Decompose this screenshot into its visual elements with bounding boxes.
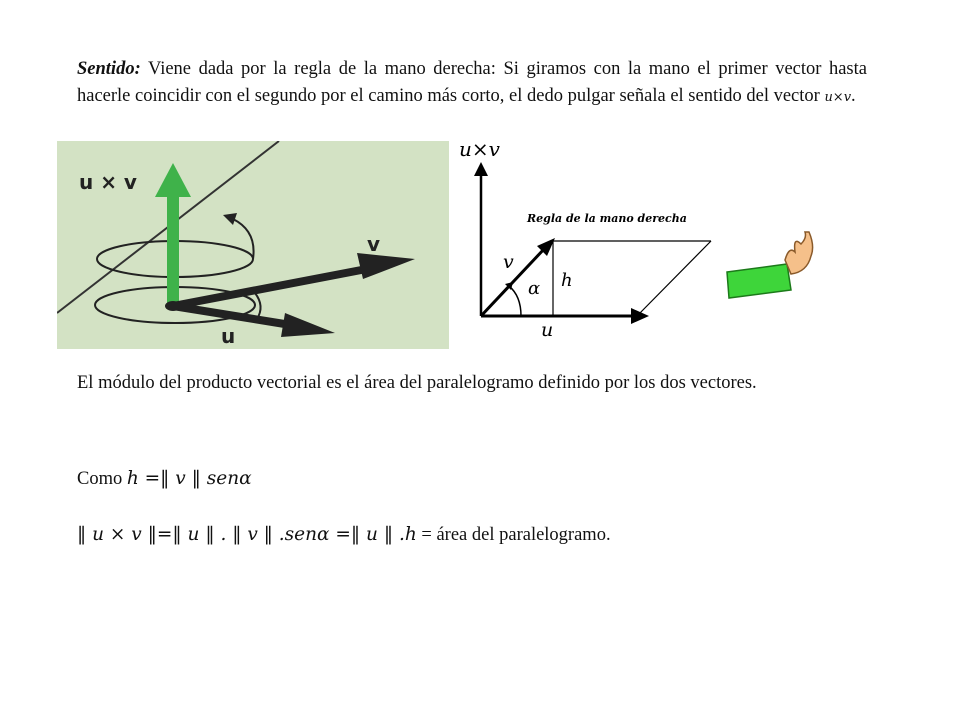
right-hand-rule-caption: Regla de la mano derecha: [527, 212, 687, 225]
v-label: v: [367, 232, 381, 256]
uxv-label: u × v: [79, 170, 137, 194]
h-label: h: [561, 270, 573, 291]
hand-thumb-up: [785, 232, 813, 274]
area-suffix: = área del paralelogramo.: [416, 525, 611, 545]
uxv-symbol: u×v: [824, 90, 852, 105]
alpha-label: α: [528, 278, 541, 299]
green-sleeve: [727, 264, 791, 298]
origin-point: [165, 301, 181, 311]
h-formula: h =‖ v ‖ senα: [126, 468, 252, 489]
area-formula-line: [77, 521, 867, 549]
sentido-text: Viene dada por la regla de la mano derecha: Si giramos con la mano el primer vector hasta hacerle coincidir con el segundo por el camino más corto, el dedo pulgar señala el sentido del vector: [77, 59, 867, 106]
area-formula: ‖ u × v ‖=‖ u ‖ . ‖ v ‖ .senα =‖ u ‖ .h: [77, 524, 417, 545]
sentido-paragraph: [77, 56, 867, 111]
v-label: v: [503, 251, 514, 273]
parallelogram-right-edge: [637, 241, 711, 316]
uxv-axis-label: u×v: [459, 137, 500, 161]
vector-u-arrowhead: [631, 308, 649, 324]
sentido-label: Sentido:: [77, 59, 141, 79]
como-prefix: Como: [77, 469, 127, 489]
u-label: u: [221, 324, 236, 348]
angle-arc: [509, 286, 521, 316]
uxv-axis-arrowhead: [474, 162, 488, 176]
right-hand-icon: [727, 232, 813, 298]
parallelogram-figure: [455, 134, 825, 344]
modulo-paragraph: El módulo del producto vectorial es el área del paralelogramo definido por los dos vectores.: [77, 373, 757, 393]
rotation-vector-figure: [57, 141, 449, 349]
u-label: u: [541, 319, 554, 341]
sentido-end: .: [851, 86, 856, 106]
green-uxv-shaft: [167, 191, 179, 307]
como-line: [77, 465, 867, 493]
